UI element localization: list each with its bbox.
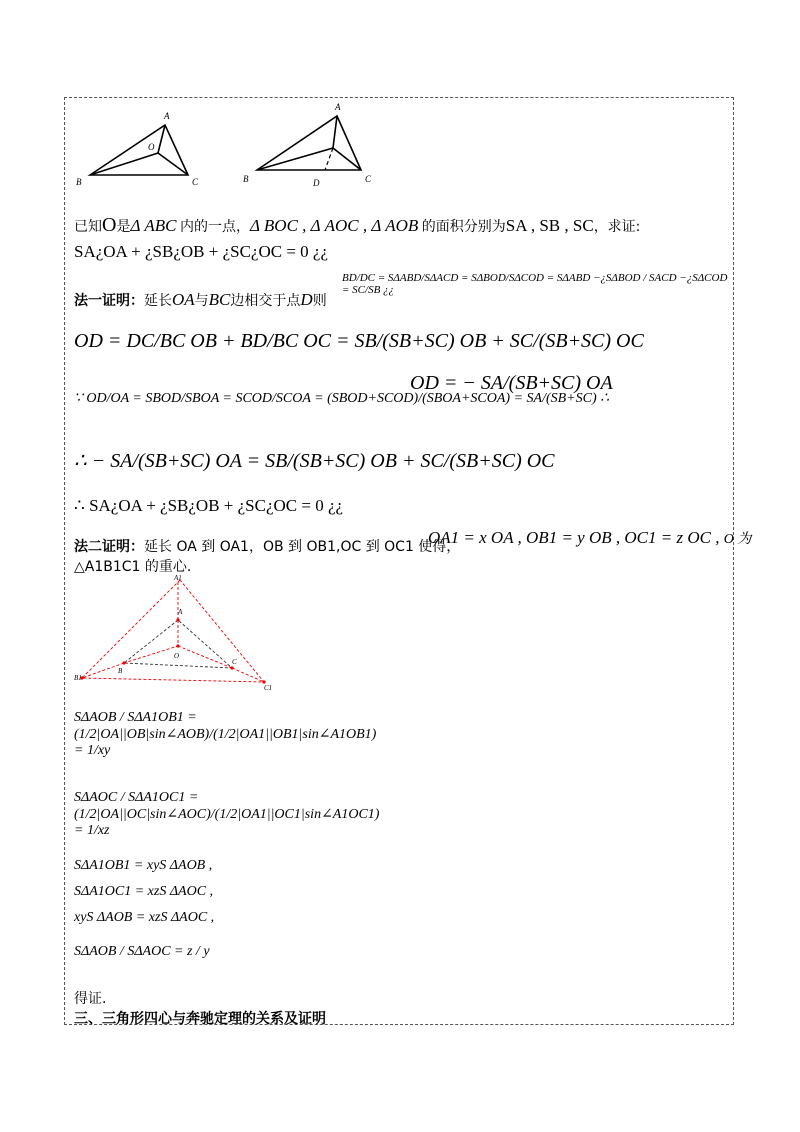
fig3-label-c1: C1 [264,684,273,692]
claim-equation [74,242,328,262]
eq-od2-text: OD = − SA/(SB+SC) OA [410,372,613,394]
eq-main [74,448,555,473]
centroid-line [74,556,191,576]
point-d: D [300,290,313,309]
area-ratio-eq1 [74,710,377,759]
eq-l2 [74,884,213,900]
fig2-label-d: D [313,178,320,188]
section-heading [74,1008,326,1028]
area-ratio-eq1-text: SΔAOB / SΔA1OB1 = (1/2|OA||OB|sin∠AOB)/(1/2|OA1||OB1|sin∠A1OB1) = 1/xy [74,710,377,758]
eq-ratio-text: ∵ OD/OA = SBOD/SBOA = SCOD/SCOA = (SBOD+SCOD)/(SBOA+SCOA) = SA/(SB+SC) ∴ [74,391,610,406]
method2-vectors [428,528,751,548]
fig1-label-c: C [192,177,199,187]
problem-prefix: 已知 [74,219,102,235]
fig2-label-c: C [365,174,372,184]
method2-vectors-text: OA1 = x OA , OB1 = y OB , OC1 = z OC , [428,528,720,547]
eq-final [74,496,343,516]
fig3-label-a1: A1 [174,574,182,582]
fig3-label-b: B [118,667,123,675]
method1-title: 法一证明： [74,293,144,309]
eq-main-text: ∴ − SA/(SB+SC) OA = SB/(SB+SC) OB + SC/(SB+SC) OC [74,450,555,472]
claim-text: SA¿OA + ¿SB¿OB + ¿SC¿OC = 0 ¿¿ [74,242,328,261]
method2-text: 延长 OA 到 OA1，OB 到 OB1,OC 到 OC1 使得， [144,539,461,555]
proof-done [74,988,106,1008]
problem-mid2: 内的一点， [179,219,250,235]
fig3-label-a: A [178,608,183,616]
eq-l1 [74,858,212,874]
triangle-figure-2 [235,100,385,190]
method1-text4: 则 [312,293,327,309]
area-ratio-eq2-text: SΔAOC / SΔA1OC1 = (1/2|OA||OC|sin∠AOC)/(1/2|OA1||OC1|sin∠A1OC1) = 1/xz [74,790,380,838]
triangle-figure-1 [70,105,220,190]
method2-title: 法二证明： [74,539,144,555]
fig1-label-a: A [164,111,170,121]
method2-tail: O 为 [723,532,752,547]
fig1-label-b: B [76,177,82,187]
triangles-list: Δ BOC , Δ AOC , Δ AOB [249,216,419,235]
fig2-label-a: A [335,102,341,112]
fig3-label-b1: B1 [74,674,82,682]
ratio-chain [342,272,732,296]
eq-l4-text: SΔAOB / SΔAOC = z / y [74,944,210,959]
method2-intro [74,536,460,556]
problem-suffix: ，求证: [593,219,641,235]
ratio-chain-text: BD/DC = SΔABD/SΔACD = SΔBOD/SΔCOD = SΔABD −¿SΔBOD / SACD −¿SΔCOD = SC/SB ¿¿ [342,272,728,296]
fig2-label-b: B [243,174,249,184]
problem-line [74,214,640,237]
method1-text2: 与 [194,293,209,309]
proof-done-text: 得证. [74,991,107,1007]
problem-mid3: 的面积分别为 [421,219,506,235]
method1-intro [74,290,327,310]
segment-oa: OA [172,290,195,309]
section-heading-text: 三、三角形四心与奔驰定理的关系及证明 [74,1011,326,1027]
eq-l2-text: SΔA1OC1 = xzS ΔAOC , [74,884,214,899]
areas-list: SA , SB , SC [505,216,594,235]
centroid-figure [72,574,282,694]
eq-l3 [74,910,214,926]
method1-text1: 延长 [144,293,172,309]
segment-bc: BC [208,290,231,309]
point-o: O [102,214,117,236]
eq-l1-text: SΔA1OB1 = xyS ΔAOB , [74,858,213,873]
eq-final-text: ∴ SA¿OA + ¿SB¿OB + ¿SC¿OC = 0 ¿¿ [74,496,344,515]
method1-text3: 边相交于点 [230,293,301,309]
eq-od [74,330,644,353]
problem-mid1: 是 [116,219,131,235]
centroid-text: △A1B1C1 的重心. [74,559,192,575]
fig3-label-o: O [174,652,180,660]
triangle-abc: Δ ABC [130,216,177,235]
eq-l3-text: xyS ΔAOB = xzS ΔAOC , [74,910,215,925]
eq-l4 [74,944,210,960]
fig1-label-o: O [148,142,155,152]
area-ratio-eq2 [74,790,380,839]
eq-od-text: OD = DC/BC OB + BD/BC OC = SB/(SB+SC) OB + SC/(SB+SC) OC [74,330,644,352]
fig3-label-c: C [232,658,237,666]
eq-od2 [410,372,613,395]
